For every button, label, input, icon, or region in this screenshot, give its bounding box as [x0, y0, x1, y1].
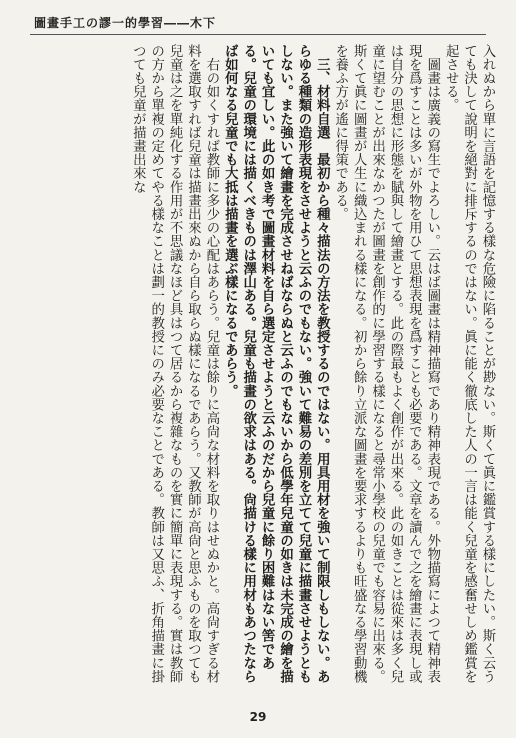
page-number: 29	[249, 710, 267, 724]
body-text	[32, 44, 496, 686]
section-paragraph: 三、材料自選 最初から種々描法の方法を教授するのではない。用具用材を強いて制限しもしない。あらゆる種類の造形表現をさせようと云ふのでもない。強いて難易の差別を立てて兒童に描畫させようともしない。また強いて繪畫を完成させねばならぬと云ふのでもないから低學年兒童の如きは未完成の繪を描いても宜しい。此の如き考で圖畫材料を自ら選定させようと云ふのだから兒童に餘り困難はない筈である。兒童の環境には描くべきものは澤山ある。兒童も描畫の欲求はある。尙描ける樣に用材もあつたならば如何なる兒童でも大抵は描畫を選ぶ樣になるであらう。	[222, 44, 330, 684]
running-head: 圖畫手工の謬一的學習――木下	[34, 16, 217, 30]
paragraph: 入れぬから單に言語を記憶する樣な危險に陷ることが尠ない。斯くて眞に鑑賞する樣にしたい。斯く云うても決して說明を絕對に排斥するのではない。眞に能く徹底した人の一言は能く兒童を感奮せしめ鑑賞を起させる。	[443, 44, 495, 684]
header-rule	[30, 34, 486, 35]
paragraph: 右の如くすれば教師に多少の心配はあらう。兒童は餘りに高尙な材料を取りはせぬかと。高尙すぎる材料を選取すれば兒童は描畫出來ぬから自ら取らぬ樣になるであらう。又教師が高尙と思ふものを取つても兒童は之を單純化する作用が不思議なほど具はつて居るから複雜なものを實に簡單に表現する。實は教師の方から單複の定めてやる樣なことは劃一的教授にのみ必要なことである。教師は又思ふ、折角描畫に掛つても兒童が描畫出來な	[130, 44, 219, 684]
paragraph: 圖畫は廣義の寫生でよろしい。云はば圖畫は精神描寫であり精神表現である。外物描寫によつて精神表現を爲すことは多いが外物を用ひて思想表現を爲すことも必要である。文章を讀んで之を繪畫に表現し或は自分の思想に形態を賦與して繪畫とする。此の際最もよく創作が出來る。此の如きことは從來は多く兒童に望むことが出來なかつたが圖畫を創作的に學習する樣になると尋常小學校の兒童でも容易に出來る。斯くて眞に圖畫が人生に織込まれる樣になる。初から餘り立派な圖畫を要求するよりも旺盛なる學習動機を養ふ方が遙に得策である。	[332, 44, 440, 684]
